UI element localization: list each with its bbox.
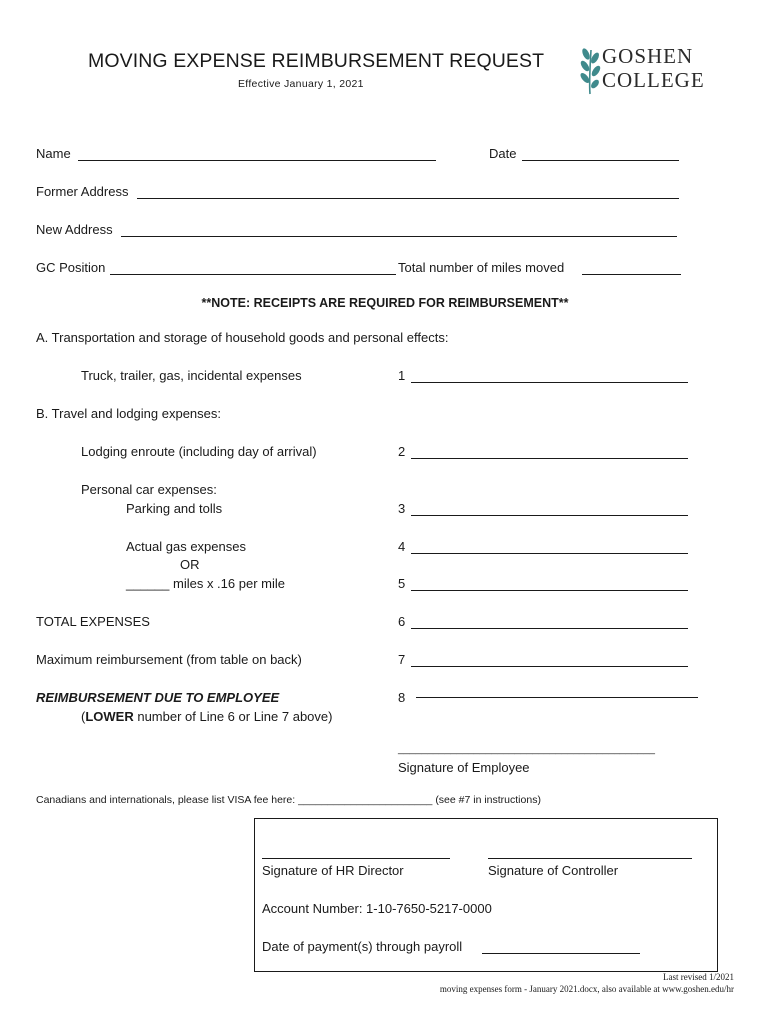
new-address-field[interactable] [121, 236, 677, 237]
hr-director-label: Signature of HR Director [262, 863, 404, 878]
parking-tolls-label: Parking and tolls [126, 501, 223, 516]
total-expenses-label: TOTAL EXPENSES [36, 614, 150, 629]
file-note: moving expenses form - January 2021.docx, also available at www.goshen.edu/hr [439, 984, 734, 994]
former-address-label: Former Address [36, 184, 129, 199]
form-title: MOVING EXPENSE REIMBURSEMENT REQUEST [88, 50, 545, 72]
controller-label: Signature of Controller [488, 863, 619, 878]
line-1-field[interactable] [411, 382, 688, 383]
lower-note-bold: LOWER [85, 709, 134, 724]
miles-calc-label: ______ miles x .16 per mile [126, 576, 285, 591]
lodging-label: Lodging enroute (including day of arrival) [81, 444, 317, 459]
gc-position-label: GC Position [36, 260, 106, 275]
line-3-field[interactable] [411, 515, 688, 516]
employee-signature-line[interactable]: ____________________________________________ [398, 743, 655, 755]
line-number: 4 [398, 539, 406, 554]
olive-branch-icon [578, 44, 602, 96]
line-5-field[interactable] [411, 590, 688, 591]
line-6-field[interactable] [411, 628, 688, 629]
section-a-heading: A. Transportation and storage of household goods and personal effects: [36, 330, 449, 345]
date-label: Date [489, 146, 517, 161]
total-miles-label: Total number of miles moved [398, 260, 565, 275]
employee-signature-label: Signature of Employee [398, 760, 530, 775]
truck-trailer-label: Truck, trailer, gas, incidental expenses [81, 368, 302, 383]
line-number: 2 [398, 444, 406, 459]
line-2-field[interactable] [411, 458, 688, 459]
reimbursement-due-label: REIMBURSEMENT DUE TO EMPLOYEE [36, 690, 280, 705]
max-reimbursement-label: Maximum reimbursement (from table on back) [36, 652, 302, 667]
line-number: 8 [398, 690, 406, 705]
line-number: 5 [398, 576, 406, 591]
name-field[interactable] [78, 160, 436, 161]
former-address-field[interactable] [137, 198, 679, 199]
hr-director-signature-field[interactable] [262, 858, 450, 859]
personal-car-label: Personal car expenses: [81, 482, 217, 497]
last-revised: Last revised 1/2021 [663, 972, 734, 982]
payment-date-label: Date of payment(s) through payroll [262, 939, 463, 954]
visa-fee-note: Canadians and internationals, please list VISA fee here: _______________________ (see #7 in instructions) [36, 794, 541, 806]
line-number: 7 [398, 652, 406, 667]
total-miles-field[interactable] [582, 274, 681, 275]
controller-signature-field[interactable] [488, 858, 692, 859]
line-4-field[interactable] [411, 553, 688, 554]
line-number: 1 [398, 368, 406, 383]
line-7-field[interactable] [411, 666, 688, 667]
line-number: 3 [398, 501, 406, 516]
or-label: OR [180, 557, 200, 572]
payment-date-field[interactable] [482, 953, 640, 954]
gc-position-field[interactable] [110, 274, 396, 275]
date-field[interactable] [522, 160, 679, 161]
new-address-label: New Address [36, 222, 113, 237]
account-number: Account Number: 1-10-7650-5217-0000 [262, 901, 492, 916]
lower-note-suffix: number of Line 6 or Line 7 above) [133, 709, 333, 724]
line-number: 6 [398, 614, 406, 629]
effective-date: Effective January 1, 2021 [238, 78, 364, 90]
name-label: Name [36, 146, 71, 161]
lower-number-note [81, 709, 332, 724]
actual-gas-label: Actual gas expenses [126, 539, 246, 554]
logo-text-goshen: GOSHEN [602, 44, 694, 68]
receipts-note: **NOTE: RECEIPTS ARE REQUIRED FOR REIMBURSEMENT** [201, 296, 569, 310]
lower-note-prefix: ( [81, 709, 86, 724]
section-b-heading: B. Travel and lodging expenses: [36, 406, 222, 421]
goshen-college-logo [578, 44, 718, 96]
logo-text-college: COLLEGE [602, 68, 705, 92]
line-8-field[interactable] [416, 697, 698, 698]
